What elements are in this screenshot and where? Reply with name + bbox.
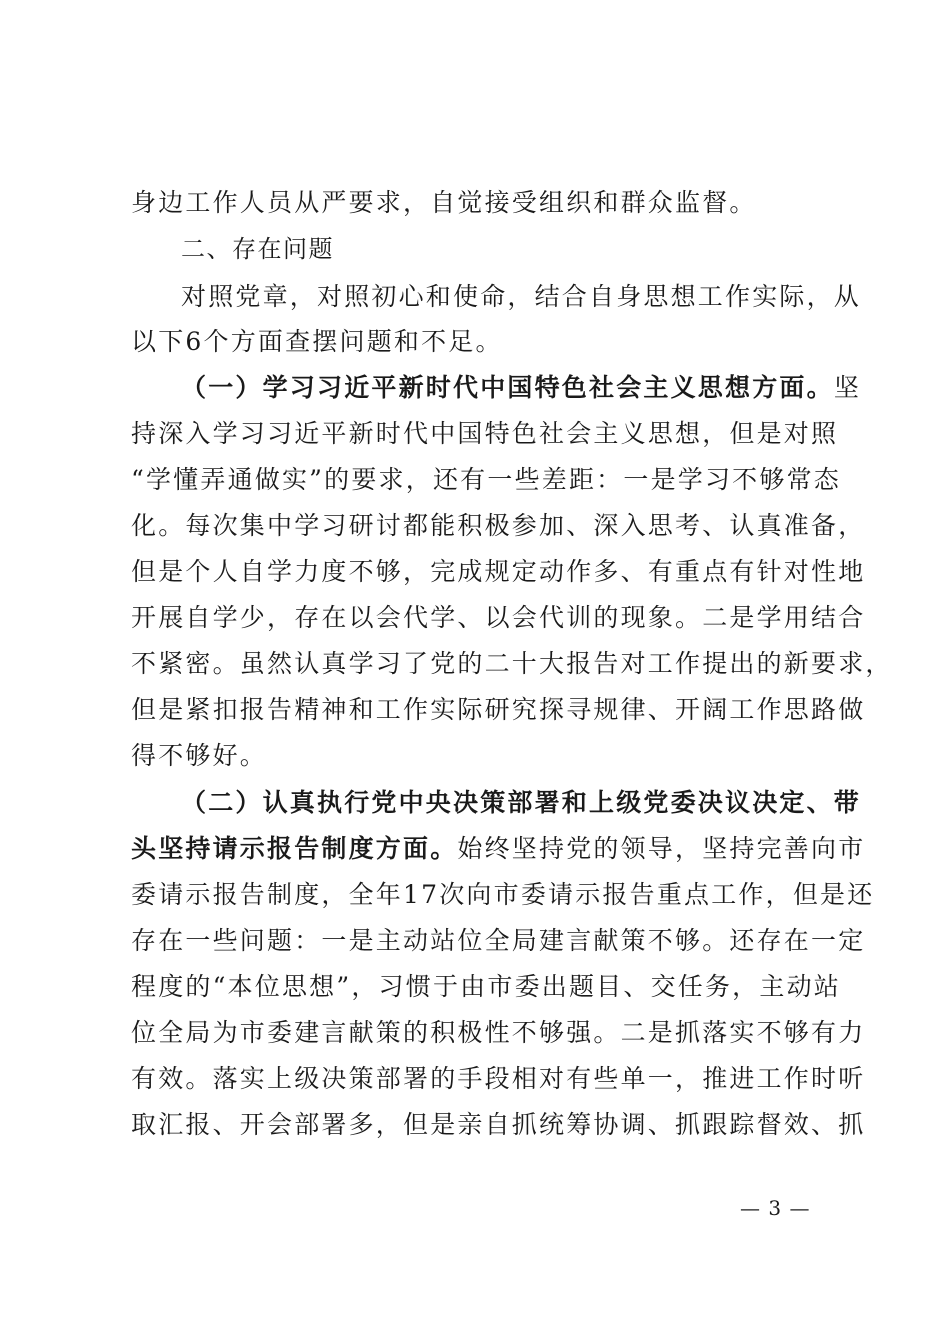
body-text-line: 不紧密。虽然认真学习了党的二十大报告对工作提出的新要求， [131,649,893,678]
body-text-line: 程度的“本位思想”，习惯于由市委出题目、交任务，主动站 [131,972,841,1001]
body-text-run: 坚 [833,373,862,402]
subsection-heading: 头坚持请示报告制度方面。 [131,834,458,863]
body-text-line: 位全局为市委建言献策的积极性不够强。二是抓落实不够有力 [131,1018,866,1047]
subsection-heading: （一）学习习近平新时代中国特色社会主义思想方面。 [181,373,834,402]
body-text-line: 以下6个方面查摆问题和不足。 [131,327,503,356]
subsection-line [131,832,866,866]
body-text-line: 化。每次集中学习研讨都能积极参加、深入思考、认真准备， [131,511,866,540]
body-text-line: 得不够好。 [131,741,268,770]
body-text-line: “学懂弄通做实”的要求，还有一些差距：一是学习不够常态 [131,465,841,494]
body-text-line: 身边工作人员从严要求，自觉接受组织和群众监督。 [131,188,757,217]
body-text-line: 取汇报、开会部署多，但是亲自抓统筹协调、抓跟踪督效、抓 [131,1110,866,1139]
body-text-line: 但是个人自学力度不够，完成规定动作多、有重点有针对性地 [131,557,866,586]
subsection-line [181,371,862,405]
body-text-line: 开展自学少，存在以会代学、以会代训的现象。二是学用结合 [131,603,866,632]
body-text-line: 对照党章，对照初心和使命，结合自身思想工作实际，从 [181,282,862,311]
body-text-line: 委请示报告制度，全年17次向市委请示报告重点工作，但是还 [131,880,875,909]
body-text-line: 有效。落实上级决策部署的手段相对有些单一，推进工作时听 [131,1064,866,1093]
body-text-line: 但是紧扣报告精神和工作实际研究探寻规律、开阔工作思路做 [131,695,866,724]
body-text-line: 存在一些问题：一是主动站位全局建言献策不够。还存在一定 [131,926,866,955]
body-text-line: 持深入学习习近平新时代中国特色社会主义思想，但是对照 [131,419,839,448]
page-number: — 3 — [740,1196,811,1220]
section-heading: 二、存在问题 [181,235,334,263]
subsection-heading: （二）认真执行党中央决策部署和上级党委决议决定、带 [181,788,862,817]
body-text-run: 始终坚持党的领导，坚持完善向市 [457,834,866,863]
